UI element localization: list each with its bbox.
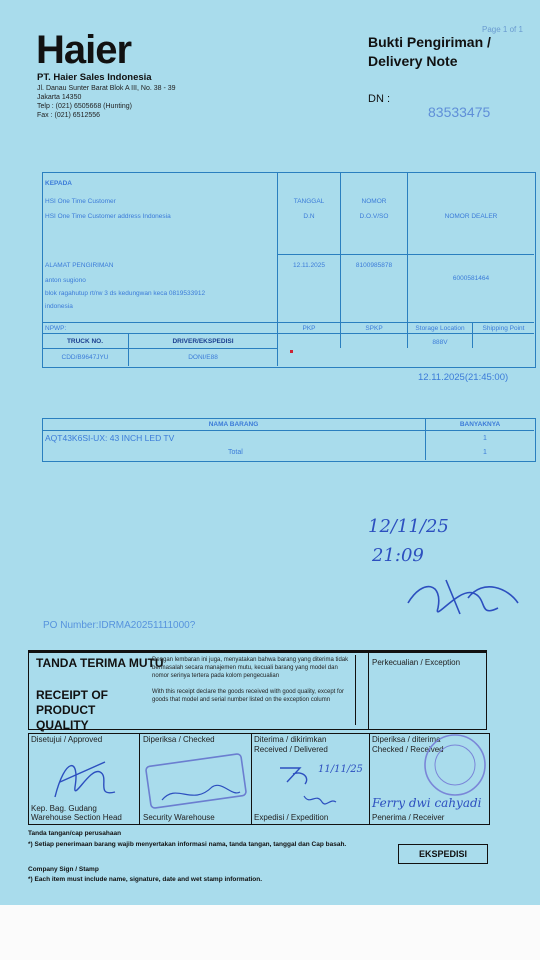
dn-value: 83533475 [428,104,491,120]
sign-expedition-label: Expedisi / Expedition [254,813,329,822]
recipient-line2: HSI One Time Customer address Indonesia [45,213,171,220]
tanggal-value: 12.11.2025 [292,262,326,269]
handwritten-date: 12/11/25 [368,516,449,537]
spkp-label: SPKP [365,325,383,332]
items-qty-header: BANYAKNYA [459,421,501,428]
recipient-addr1: blok ragahutup rt/rw 3 ds kedungwan keca 0819533912 [45,290,206,297]
nomor-header: NOMOR [361,198,387,205]
recipient-name: anton sugiono [45,277,86,284]
pkp-label: PKP [302,325,316,332]
sign-receiver-label: Penerima / Receiver [372,813,445,822]
handwritten-time: 21:09 [372,545,424,566]
truck-no-header: TRUCK NO. [66,338,104,345]
company-address-line1: Jl. Danau Sunter Barat Blok A III, No. 38 - 39 [37,85,176,92]
driver-header: DRIVER/EKSPEDISI [172,338,234,345]
sign-security-label: Security Warehouse [143,813,215,822]
receipt-title-id: TANDA TERIMA MUTU [36,656,164,670]
expedition-signature [300,790,340,812]
doc-title-line2: Delivery Note [368,53,458,69]
recipient-header: KEPADA [45,180,72,187]
security-stamp [142,752,250,812]
print-timestamp: 12.11.2025(21:45:00) [418,372,509,383]
company-name: PT. Haier Sales Indonesia [37,72,152,83]
page-indicator: Page 1 of 1 [482,25,523,34]
recipient-addr2: indonesia [45,303,73,310]
driver-value: DONI/E88 [188,354,218,361]
recipient-line1: HSI One Time Customer [45,198,116,205]
page-bottom-margin [0,905,540,960]
total-qty: 1 [483,449,487,456]
nomor-value: 8100985878 [355,262,393,269]
tanggal-sub: D.N [303,213,315,220]
company-telp: Telp : (021) 6505668 (Hunting) [37,103,132,110]
storage-location-value: 888V [432,339,448,346]
sign-received-id: Diperiksa / diterima [372,735,441,744]
total-label: Total [228,449,243,456]
footer-company-sign-id: Tanda tangan/cap perusahaan [28,830,122,837]
storage-location-label: Storage Location [415,325,465,332]
sign-approved-label: Disetujui / Approved [31,735,103,744]
company-fax: Fax : (021) 6512556 [37,112,101,119]
footer-note-id: *) Setiap penerimaan barang wajib menyertakan informasi nama, tanda tangan, tanggal dan Cap basah. [28,841,347,848]
alamat-header: ALAMAT PENGIRIMAN [45,262,114,269]
items-name-header: NAMA BARANG [208,421,259,428]
exception-label: Perkecualian / Exception [372,658,461,667]
receiver-handwritten-name: Ferry dwi cahyadi [372,796,482,810]
receipt-text-id: Dengan lembaran ini juga, menyatakan bahwa barang yang diterima tidak bermasalah secara manajemen mutu, kecuali barang yang model dan nomor serinya tertera pada kolom pengecualian [152,657,349,679]
po-number: PO Number:IDRMA20251111000? [43,620,196,631]
company-address-line2: Jakarta 14350 [37,94,82,101]
item-name: AQT43K6SI-UX: 43 INCH LED TV [45,433,175,443]
receipt-text-en: With this receipt declare the goods received with good quality, except for goods that model and serial number listed on the exception column [152,689,344,703]
doc-title-line1: Bukti Pengiriman / [368,34,491,50]
dealer-header: NOMOR DEALER [444,213,498,220]
npwp-label: NPWP: [45,325,67,332]
ekspedisi-box: EKSPEDISI [398,844,488,864]
expedition-initials [275,760,315,790]
sign-checked-label: Diperiksa / Checked [143,735,215,744]
dn-label: DN : [368,93,390,105]
dealer-value: 6000581464 [452,275,490,282]
sign-delivered-en: Received / Delivered [254,745,328,754]
sign-section-head-en: Warehouse Section Head [31,813,122,822]
receiver-round-stamp [420,730,490,800]
receipt-title-en: RECEIPT OF PRODUCT QUALITY [36,688,109,732]
footer-company-sign-en: Company Sign / Stamp [28,866,99,873]
red-dot-mark [290,350,293,353]
sign-delivered-id: Diterima / dikirimkan [254,735,327,744]
truck-no-value: CDD/B9647JYU [61,354,109,361]
sign-received-en: Checked / Received [372,745,444,754]
shipping-point-label: Shipping Point [482,325,525,332]
expedition-handwritten-date: 11/11/25 [318,764,363,775]
item-qty: 1 [483,435,487,442]
approver-signature [45,752,125,807]
tanggal-header: TANGGAL [293,198,325,205]
sign-section-head-id: Kep. Bag. Gudang [31,804,97,813]
handwritten-signature-top [398,568,528,628]
nomor-sub: D.O.V/SO [359,213,389,220]
haier-logo: Haier [36,28,132,72]
footer-note-en: *) Each item must include name, signature, date and wet stamp information. [28,876,263,883]
